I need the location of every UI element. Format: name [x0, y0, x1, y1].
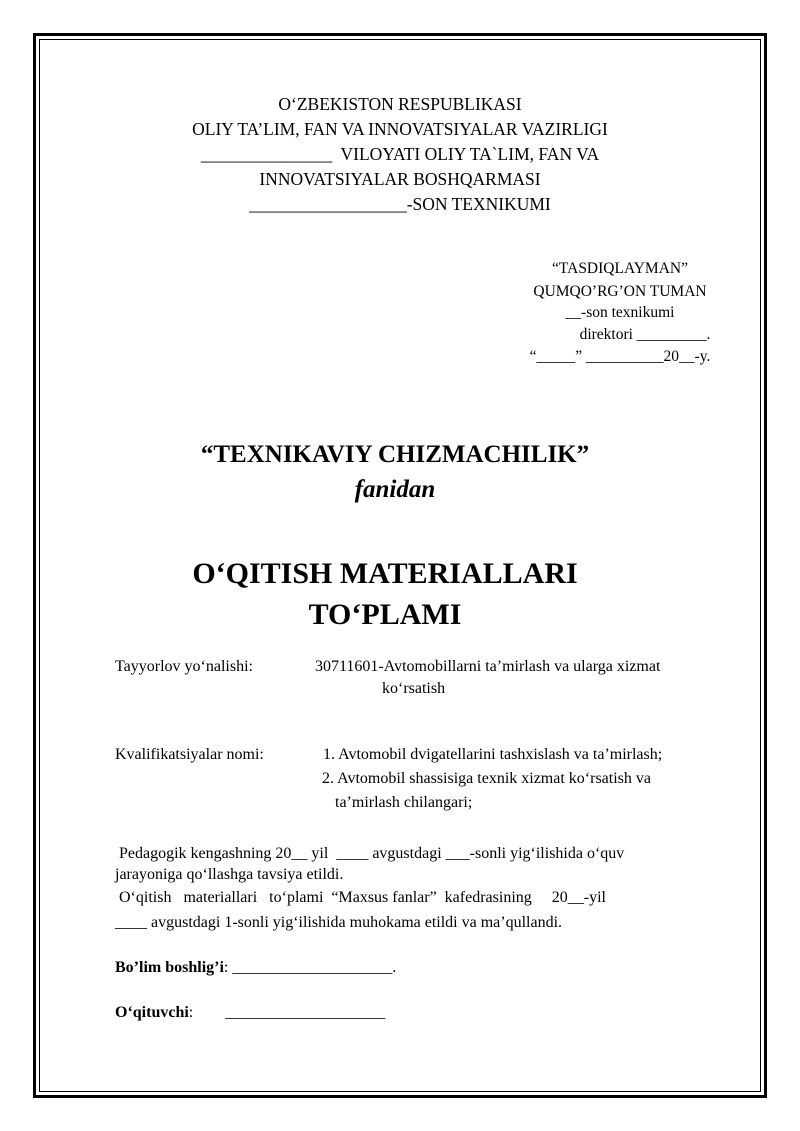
recommendation-line4: ____ avgustdagi 1-sonli yig‘ilishida muhokama etildi va ma’qullandi.	[115, 914, 563, 931]
header-department: INNOVATSIYALAR BOSHQARMASI	[259, 169, 541, 189]
header-college: __________________-SON TEXNIKUMI	[249, 194, 551, 214]
recommendation-line1: Pedagogik kengashning 20__ yil ____ avgustdagi ___-sonli yig‘ilishida o‘quv	[115, 845, 625, 862]
approval-date: “_____” __________20__-y.	[529, 348, 711, 365]
document-title-line2: TO‘PLAMI	[308, 598, 462, 631]
qualifications-label: Kvalifikatsiyalar nomi:	[115, 746, 264, 763]
recommendation-line3: O‘qitish materiallari to‘plami “Maxsus fanlar” kafedrasining 20__-yil	[115, 889, 606, 906]
qualification-item-1: 1. Avtomobil dvigatellarini tashxislash va ta’mirlash;	[323, 746, 663, 763]
training-label: Tayyorlov yo‘nalishi:	[115, 658, 253, 675]
signature-head-line: : ____________________.	[223, 959, 397, 976]
signature-head-label: Bo’lim boshlig’i	[115, 959, 224, 976]
header-country: O‘ZBEKISTON RESPUBLIKASI	[278, 94, 522, 114]
approval-heading: “TASDIQLAYMAN”	[552, 260, 688, 277]
signature-head	[115, 957, 396, 978]
training-value-line2: ko‘rsatish	[382, 680, 446, 697]
approval-school: __-son texnikumi	[565, 304, 675, 321]
header-ministry: OLIY TA’LIM, FAN VA INNOVATSIYALAR VAZIRLIGI	[192, 119, 608, 139]
subject-suffix: fanidan	[354, 476, 436, 503]
signature-teacher-line: : ____________________	[188, 1004, 386, 1021]
approval-director: direktori _________.	[579, 326, 711, 343]
qualification-item-2-line1: 2. Avtomobil shassisiga texnik xizmat ko‘rsatish va	[322, 770, 651, 787]
signature-teacher	[115, 1002, 385, 1023]
subject-title: “TEXNIKAVIY CHIZMACHILIK”	[200, 441, 590, 468]
header-region: _______________ VILOYATI OLIY TA`LIM, FAN VA	[200, 144, 600, 164]
training-value-line1: 30711601-Avtomobillarni ta’mirlash va ularga xizmat	[315, 658, 661, 675]
recommendation-line2: jarayoniga qo‘llashga tavsiya etildi.	[115, 866, 344, 883]
signature-teacher-label: O‘qituvchi	[115, 1004, 189, 1021]
approval-district: QUMQO’RG’ON TUMAN	[533, 283, 707, 300]
document-title-line1: O‘QITISH MATERIALLARI	[192, 557, 578, 590]
qualification-item-2-line2: ta’mirlash chilangari;	[335, 794, 473, 811]
